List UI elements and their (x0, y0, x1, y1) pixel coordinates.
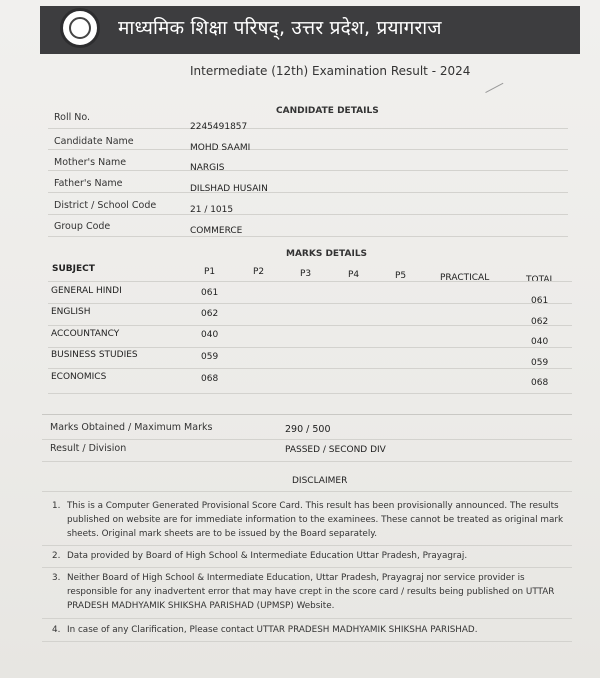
candidate-section-title: CANDIDATE DETAILS (276, 106, 379, 116)
divider (42, 461, 572, 462)
marks-obtained-label: Marks Obtained / Maximum Marks (50, 422, 213, 433)
disclaimer-number: 3. (52, 573, 61, 583)
divider (48, 192, 568, 193)
col-header-p2: P2 (253, 267, 265, 277)
mother-name-value: NARGIS (190, 163, 225, 173)
subject-total: 061 (531, 296, 549, 306)
divider (42, 567, 572, 568)
disclaimer-number: 2. (52, 551, 61, 561)
disclaimer-item (52, 549, 576, 563)
group-code-label: Group Code (54, 221, 111, 232)
group-code-value: COMMERCE (190, 226, 243, 236)
disclaimer-text: This is a Computer Generated Provisional Score Card. This result has been provisionally announced. The results published on website are for immediate information to the examinees. These cannot be treated as original mark sheets. Original mark sheets are to be issued by the Board separately. (67, 501, 564, 539)
subject-p1: 062 (201, 309, 219, 319)
board-name: माध्यमिक शिक्षा परिषद्, उत्तर प्रदेश, प्रयागराज (118, 17, 442, 39)
divider (48, 303, 572, 304)
col-header-total: TOTAL (526, 275, 555, 285)
subject-p1: 059 (201, 352, 219, 362)
divider (42, 491, 572, 492)
divider (42, 414, 572, 415)
disclaimer-text: Data provided by Board of High School & Intermediate Education Uttar Pradesh, Prayagraj. (67, 551, 468, 561)
divider (48, 214, 568, 215)
subject-total: 059 (531, 358, 549, 368)
district-school-code-value: 21 / 1015 (190, 205, 234, 215)
result-division-label: Result / Division (50, 443, 127, 454)
divider (42, 545, 572, 546)
divider (48, 149, 568, 150)
roll-no-value: 2245491857 (190, 122, 248, 132)
mother-name-label: Mother's Name (54, 157, 127, 168)
result-division-value: PASSED / SECOND DIV (285, 445, 386, 455)
disclaimer-number: 1. (52, 501, 61, 511)
divider (42, 439, 572, 440)
col-header-p4: P4 (348, 270, 360, 280)
father-name-value: DILSHAD HUSAIN (190, 184, 268, 194)
marks-section-title: MARKS DETAILS (286, 249, 368, 259)
father-name-label: Father's Name (54, 178, 123, 189)
subject-name: ECONOMICS (51, 372, 107, 382)
marks-obtained-value: 290 / 500 (285, 424, 331, 435)
disclaimer-item (52, 623, 576, 637)
divider (42, 618, 572, 619)
candidate-name-value: MOHD SAAMI (190, 143, 251, 153)
subject-total: 062 (531, 317, 549, 327)
disclaimer-item (52, 571, 576, 613)
disclaimer-text: Neither Board of High School & Intermediate Education, Uttar Pradesh, Prayagraj nor service provider is responsible for any inadvertent error that may have crept in the score card / results being published on UTTAR PRADESH MADHYAMIK SHIKSHA PARISHAD (UPMSP) Website. (67, 573, 555, 611)
divider (48, 347, 572, 348)
divider (48, 368, 572, 369)
district-school-code-label: District / School Code (54, 200, 157, 211)
divider (48, 393, 572, 394)
subject-name: ENGLISH (51, 307, 91, 317)
subject-p1: 040 (201, 330, 219, 340)
divider (48, 170, 568, 171)
divider (42, 641, 572, 642)
subject-name: GENERAL HINDI (51, 286, 122, 296)
subject-p1: 061 (201, 288, 219, 298)
roll-no-label: Roll No. (54, 112, 91, 123)
subject-p1: 068 (201, 374, 219, 384)
col-header-p5: P5 (395, 271, 407, 281)
exam-title: Intermediate (12th) Examination Result - 2024 (190, 64, 471, 78)
subject-total: 068 (531, 378, 549, 388)
disclaimer-item (52, 499, 576, 541)
col-header-p1: P1 (204, 267, 216, 277)
disclaimer-number: 4. (52, 625, 61, 635)
disclaimer-title: DISCLAIMER (292, 476, 348, 486)
subject-total: 040 (531, 337, 549, 347)
divider (48, 281, 572, 282)
col-header-practical: PRACTICAL (440, 273, 490, 283)
divider (48, 128, 568, 129)
candidate-name-label: Candidate Name (54, 136, 134, 147)
col-header-p3: P3 (300, 269, 312, 279)
divider (48, 236, 568, 237)
pen-mark (481, 74, 504, 93)
divider (48, 325, 572, 326)
subject-name: ACCOUNTANCY (51, 329, 120, 339)
disclaimer-text: In case of any Clarification, Please contact UTTAR PRADESH MADHYAMIK SHIKSHA PARISHAD. (67, 625, 478, 635)
up-emblem-icon (60, 8, 100, 48)
subject-name: BUSINESS STUDIES (51, 350, 138, 360)
col-header-subject: SUBJECT (52, 264, 95, 274)
